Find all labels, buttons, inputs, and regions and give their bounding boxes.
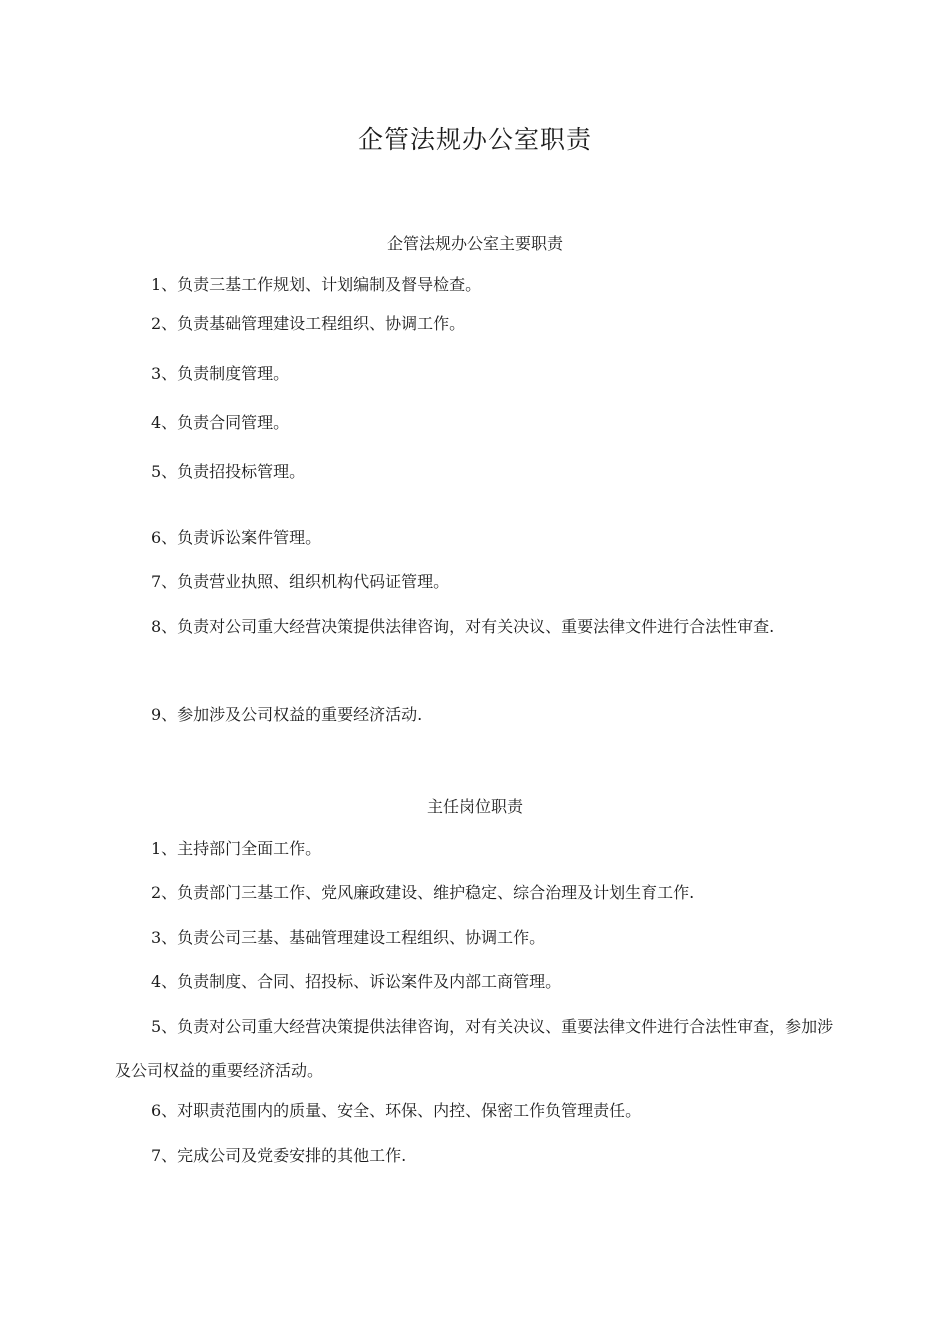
director-item-2: 2、负责部门三基工作、党风廉政建设、维护稳定、综合治理及计划生育工作. <box>151 883 695 902</box>
duty-item-4: 4、负责合同管理。 <box>151 413 290 432</box>
director-item-5: 5、负责对公司重大经营决策提供法律咨询，对有关决议、重要法律文件进行合法性审查，参加涉及公司权益的重要经济活动。 <box>115 1017 834 1080</box>
section-heading-director-duties: 主任岗位职责 <box>426 797 523 816</box>
duty-item-8: 8、负责对公司重大经营决策提供法律咨询，对有关决议、重要法律文件进行合法性审查. <box>151 617 775 636</box>
duty-item-9: 9、参加涉及公司权益的重要经济活动. <box>151 705 423 724</box>
document-title: 企管法规办公室职责 <box>357 125 592 154</box>
duty-item-6: 6、负责诉讼案件管理。 <box>151 528 322 547</box>
director-item-4: 4、负责制度、合同、招投标、诉讼案件及内部工商管理。 <box>151 972 562 991</box>
director-item-1: 1、主持部门全面工作。 <box>151 839 322 858</box>
director-item-6: 6、对职责范围内的质量、安全、环保、内控、保密工作负管理责任。 <box>151 1101 642 1120</box>
duty-item-3: 3、负责制度管理。 <box>151 364 290 383</box>
duty-item-7: 7、负责营业执照、组织机构代码证管理。 <box>151 572 450 591</box>
duty-item-2: 2、负责基础管理建设工程组织、协调工作。 <box>151 314 466 333</box>
director-item-3: 3、负责公司三基、基础管理建设工程组织、协调工作。 <box>151 928 546 947</box>
duty-item-5: 5、负责招投标管理。 <box>151 462 306 481</box>
section-heading-main-duties: 企管法规办公室主要职责 <box>386 234 563 253</box>
duty-item-1: 1、负责三基工作规划、计划编制及督导检查。 <box>151 275 482 294</box>
director-item-7: 7、完成公司及党委安排的其他工作. <box>151 1146 407 1165</box>
